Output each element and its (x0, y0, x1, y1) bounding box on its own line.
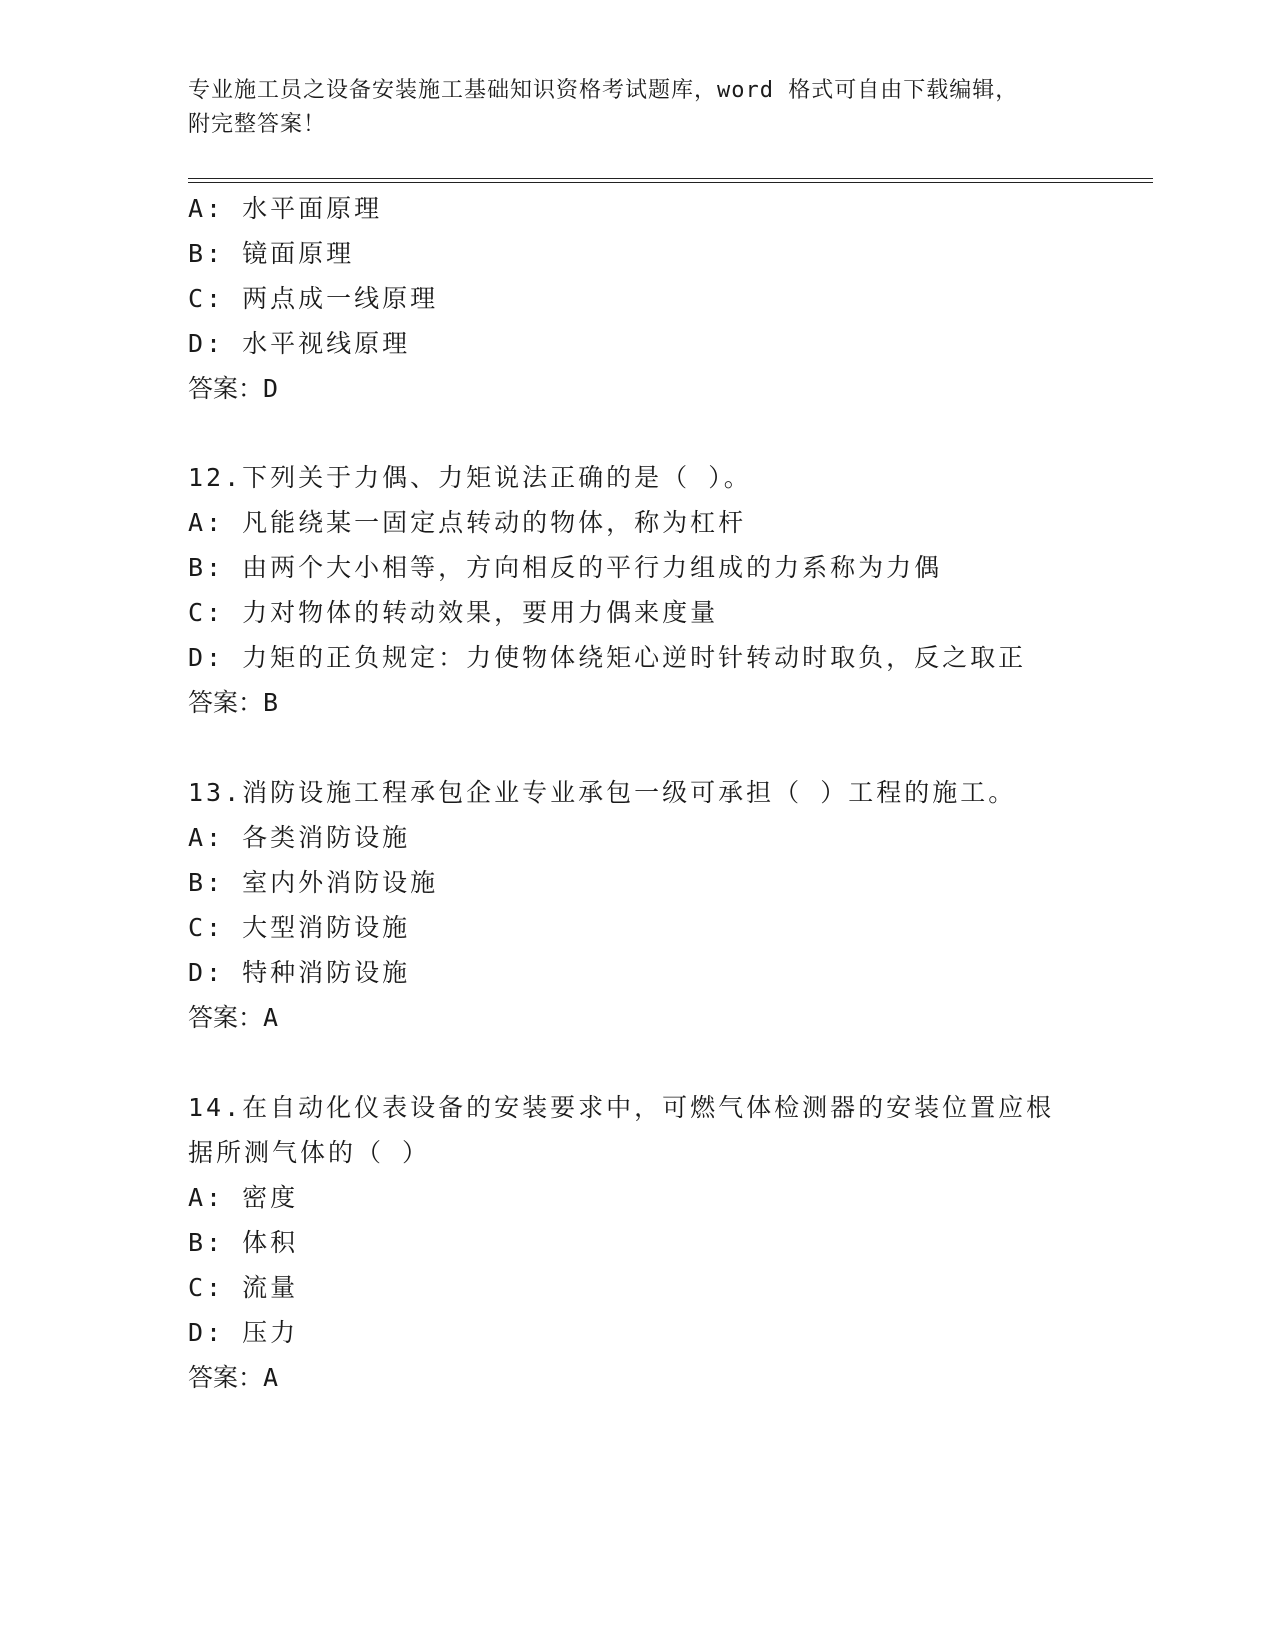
q12-option-d: D: 力矩的正负规定：力使物体绕矩心逆时针转动时取负，反之取正 (188, 643, 1027, 672)
q11-option-b: B: 镜面原理 (188, 239, 355, 268)
answer-value: A (263, 1363, 279, 1392)
q14-option-a: A: 密度 (188, 1183, 299, 1212)
answer-label: 答案： (188, 1363, 264, 1392)
header-line-1: 专业施工员之设备安装施工基础知识资格考试题库，word 格式可自由下载编辑， (188, 78, 1019, 103)
q12-question: 12.下列关于力偶、力矩说法正确的是（ ）。 (188, 463, 752, 492)
answer-value: B (263, 688, 279, 717)
q14-option-d: D: 压力 (188, 1318, 299, 1347)
q13-option-a: A: 各类消防设施 (188, 823, 411, 852)
q12-option-a: A: 凡能绕某一固定点转动的物体，称为杠杆 (188, 508, 747, 537)
q11-option-c: C: 两点成一线原理 (188, 284, 439, 313)
q13-option-d: D: 特种消防设施 (188, 958, 411, 987)
q12-answer (188, 686, 278, 720)
q13-answer (188, 1001, 278, 1035)
answer-label: 答案： (188, 688, 264, 717)
q12-option-b: B: 由两个大小相等，方向相反的平行力组成的力系称为力偶 (188, 553, 943, 582)
document-header (188, 74, 1088, 142)
header-line-2: 附完整答案！ (188, 112, 327, 137)
answer-label: 答案： (188, 1003, 264, 1032)
q11-option-a: A: 水平面原理 (188, 194, 383, 223)
answer-label: 答案： (188, 374, 264, 403)
q14-option-c: C: 流量 (188, 1273, 299, 1302)
answer-value: A (263, 1003, 279, 1032)
q14-question-line-1: 14.在自动化仪表设备的安装要求中，可燃气体检测器的安装位置应根 (188, 1093, 1055, 1122)
header-divider (188, 178, 1153, 183)
q13-question: 13.消防设施工程承包企业专业承包一级可承担（ ）工程的施工。 (188, 778, 1017, 807)
q11-option-d: D: 水平视线原理 (188, 329, 411, 358)
q13-option-b: B: 室内外消防设施 (188, 868, 439, 897)
q13-option-c: C: 大型消防设施 (188, 913, 411, 942)
q11-answer (188, 372, 278, 406)
q14-option-b: B: 体积 (188, 1228, 299, 1257)
q14-question-line-2: 据所测气体的（ ） (188, 1138, 431, 1167)
q14-answer (188, 1361, 278, 1395)
answer-value: D (263, 374, 279, 403)
q12-option-c: C: 力对物体的转动效果，要用力偶来度量 (188, 598, 719, 627)
